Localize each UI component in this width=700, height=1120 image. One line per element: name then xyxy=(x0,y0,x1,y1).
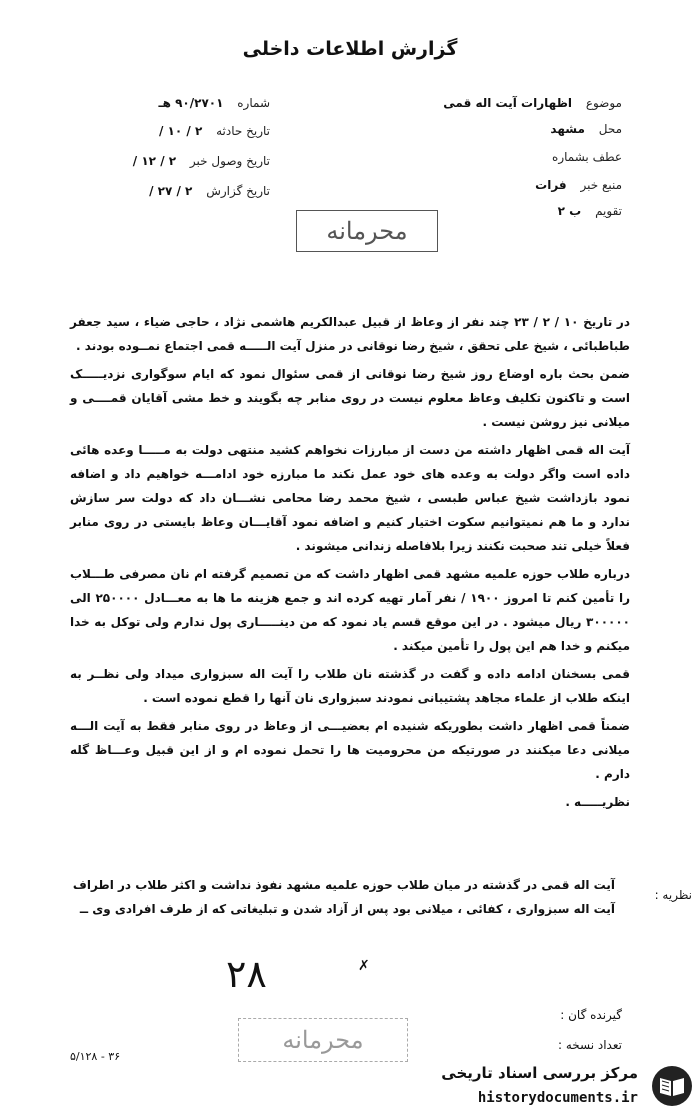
source-label: منبع خبر xyxy=(580,178,622,192)
archive-url: historydocuments.ir xyxy=(477,1090,638,1106)
confidential-stamp-footer: محرمانه xyxy=(238,1018,408,1062)
archive-logo xyxy=(420,1060,700,1116)
subject-value: اظهارات آیت اله قمی xyxy=(443,96,572,110)
opinion-label: نظریه : xyxy=(654,888,692,902)
event-date-label: تاریخ حادثه xyxy=(216,124,270,138)
recipients-label: گیرنده گان : xyxy=(560,1008,622,1022)
handwritten-mark: ✗ xyxy=(358,958,370,974)
ref-row xyxy=(552,150,622,164)
report-date-row xyxy=(70,184,270,198)
calendar-label: تقویم xyxy=(595,204,622,218)
place-row xyxy=(550,122,622,136)
body-paragraph: آیت اله قمی اظهار داشته من دست از مبارزات نخواهم کشید منتهی دولت به مـــــا وعده هائی داده است واگر دولت به وعده های خود عمل نکند ما مبارزه خود ادامـــه خواهیم داد و اضافه نمود بازداشت شیخ عباس طبسی ، شیخ محمد رضا محامی نشـــان داد که دولت سر سازش ندارد و ما هم نمیتوانیم سکوت اختیار کنیم و اضافه نمود آقایـــان وعاظ بایستی در روی منابر فعلاً خیلی تند صحبت نکنند زیرا بلافاصله زندانی میشوند . xyxy=(70,443,630,553)
body-paragraph: ضمناً قمی اظهار داشت بطوریکه شنیده ام بعضیـــی از وعاظ در روی منابر فقط به آیت الـــه میلانی دعا میکنند در صورتیکه من محرومیت ها را تحمل نموده ام و از این قبیل وعـــاظ گله دارم . xyxy=(70,719,630,781)
book-emblem-icon xyxy=(650,1064,694,1108)
source-value: فرات xyxy=(535,178,567,192)
report-date-label: تاریخ گزارش xyxy=(206,184,270,198)
opinion-text: آیت اله قمی در گذشته در میان طلاب حوزه علمیه مشهد نفوذ نداشت و اکثر طلاب در اطراف آیت اله سبزواری ، کفائی ، میلانی بود پس از آزاد شدن و تبلیغاتی که از طرف افرادی وی ــ xyxy=(72,878,615,916)
source-row xyxy=(535,178,622,192)
copies-label: تعداد نسخه : xyxy=(557,1038,622,1052)
place-value: مشهد xyxy=(550,122,585,136)
receive-date-row xyxy=(70,154,270,168)
body-paragraph: ضمن بحث باره اوضاع روز شیخ رضا نوقانی از قمی سئوال نمود که ایام سوگواری نزدیـــــک است و تاکنون تکلیف وعاظ معلوم نیست در روی منابر چه بگویند و خط مشی آقایان قمــــی و میلانی نیز روشن نیست . xyxy=(70,367,630,429)
receive-date-label: تاریخ وصول خبر xyxy=(189,154,270,168)
subject-row xyxy=(443,96,622,110)
number-value: ۹۰/۲۷۰۱ هـ xyxy=(158,96,224,110)
body-paragraph: نظریـــــه . xyxy=(565,795,630,809)
calendar-value: ب ۲ xyxy=(557,204,582,218)
body-paragraph: در تاریخ ۱۰ / ۲ / ۲۳ چند نفر از وعاظ از قبیل عبدالکریم هاشمی نژاد ، حاجی ضیاء ، سید جعفر طباطبائی ، شیخ علی تحقق ، شیخ رضا نوقانی در منزل آیت الـــــه قمی اجتماع نمــوده بودند . xyxy=(70,315,630,353)
body-paragraph: قمی بسخنان ادامه داده و گفت در گذشته نان طلاب را آیت اله سبزواری میداد ولی نظــر به اینکه طلاب از علماء مجاهد پشتیبانی نمودند سبزواری نان آنها را قطع نموده است . xyxy=(70,667,630,705)
event-date-row xyxy=(70,124,270,138)
archive-name: مرکز بررسی اسناد تاریخی xyxy=(441,1064,638,1082)
number-row xyxy=(70,96,270,110)
subject-label: موضوع xyxy=(585,96,622,110)
place-label: محل xyxy=(598,122,622,136)
report-body xyxy=(70,310,630,818)
handwritten-page-number: ۲۸ xyxy=(226,952,267,996)
calendar-row xyxy=(558,204,622,218)
confidential-stamp: محرمانه xyxy=(296,210,438,252)
event-date-value: ۲ / ۱۰ / xyxy=(158,124,203,138)
ref-label: عطف بشماره xyxy=(552,150,622,164)
reference-number: ۵/۱۲۸ - ۳۶ xyxy=(70,1050,121,1063)
document-title: گزارش اطلاعات داخلی xyxy=(242,38,458,60)
receive-date-value: ۲ / ۱۲ / xyxy=(132,154,177,168)
number-label: شماره xyxy=(237,96,270,110)
report-date-value: ۲ / ۲۷ / xyxy=(149,184,193,198)
body-paragraph: درباره طلاب حوزه علمیه مشهد قمی اظهار داشت که من تصمیم گرفته ام نان مصرفی طـــلاب را تأمین کنم تا امروز ۱۹۰۰ / نفر آمار تهیه کرده اند و جمع هزینه ما ها به معـــادل ۲۵۰۰۰۰ الی ۳۰۰۰۰۰ ریال میشود . در این موقع قسم یاد نمود که من دینـــــاری پول ندارم ولی توکل به خدا میکنم و خدا هم این پول را تأمین میکند . xyxy=(70,567,630,653)
